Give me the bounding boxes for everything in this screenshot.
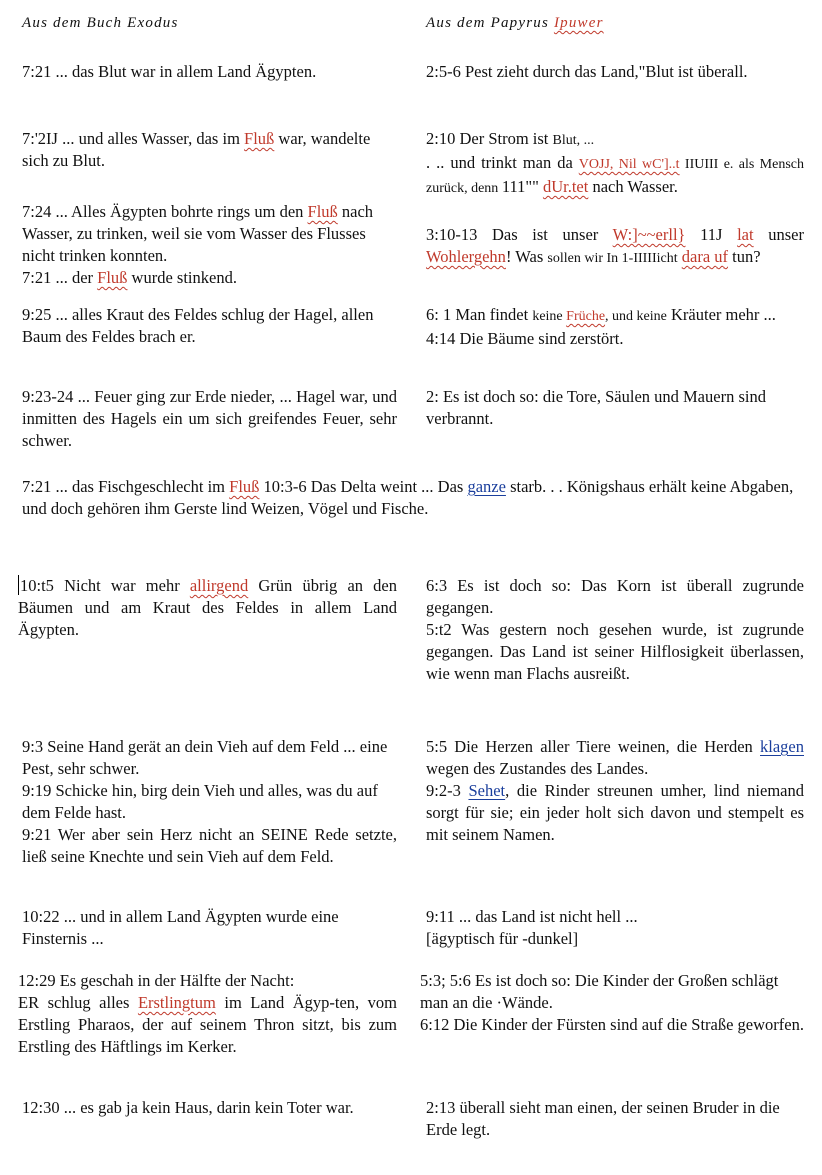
papyrus-passage-5 <box>426 386 804 430</box>
combined-passage <box>22 476 802 520</box>
exodus-passage-8 <box>22 906 397 950</box>
papyrus-verse: 9:2-3 Sehet, die Rinder streunen umher, lind niemand sorgt für sie; ein jeder holt sich davon und stempelt es mit seinem Namen. <box>426 781 804 844</box>
exodus-verse: 10:t5 Nicht war mehr allirgend Grün übrig an den Bäumen und am Kraut des Feldes in allem Land Ägypten. <box>18 576 397 639</box>
header-papyrus <box>426 15 604 32</box>
exodus-verse: 7:24 ... Alles Ägypten bohrte rings um den Fluß nach Wasser, zu trinken, weil sie vom Wasser des Flusses nicht trinken konnten. <box>22 202 374 265</box>
exodus-verse: ER schlug alles Erstlingtum im Land Ägyp-ten, vom Erstling Pharaos, der auf seinem Thron sitzt, bis zum Erstling des Häftlings im Kerker. <box>18 993 397 1056</box>
papyrus-verse: 9:11 ... das Land ist nicht hell ... <box>426 907 638 926</box>
exodus-passage-9 <box>18 970 397 1058</box>
exodus-verse: 9:25 ... alles Kraut des Feldes schlug der Hagel, allen Baum des Feldes brach er. <box>22 305 374 346</box>
exodus-verse: 12:30 ... es gab ja kein Haus, darin kein Toter war. <box>22 1098 354 1117</box>
header-papyrus-name: Ipuwer <box>553 15 604 31</box>
text-cursor <box>18 575 19 595</box>
exodus-verse: 9:21 Wer aber sein Herz nicht an SEINE Rede setzte, ließ seine Knechte und sein Vieh auf dem Feld. <box>22 825 397 866</box>
header-exodus: Aus dem Buch Exodus <box>22 15 179 31</box>
header-papyrus-prefix: Aus dem Papyrus <box>426 15 554 31</box>
exodus-passage-1 <box>22 61 397 83</box>
papyrus-verse: 6:12 Die Kinder der Fürsten sind auf die Straße geworfen. <box>420 1015 804 1034</box>
exodus-verse: 9:23-24 ... Feuer ging zur Erde nieder, ... Hagel war, und inmitten des Hagels ein um sich greifendes Feuer, sehr schwer. <box>22 387 397 450</box>
papyrus-verse: . .. und trinkt man da VOJJ, Nil wC']..t IIUIII e. als Mensch zurück, denn 111"" dUr.tet nach Wasser. <box>426 153 805 196</box>
papyrus-verse: 2: Es ist doch so: die Tore, Säulen und Mauern sind verbrannt. <box>426 387 766 428</box>
exodus-verse: 9:19 Schicke hin, birg dein Vieh und alles, was du auf dem Felde hast. <box>22 781 378 822</box>
exodus-verse: 10:22 ... und in allem Land Ägypten wurde eine Finsternis ... <box>22 907 339 948</box>
papyrus-passage-7 <box>426 736 804 846</box>
papyrus-passage-1 <box>426 61 804 83</box>
papyrus-passage-4 <box>426 304 804 350</box>
papyrus-verse: [ägyptisch für -dunkel] <box>426 929 579 948</box>
exodus-passage-2 <box>22 128 397 172</box>
papyrus-verse: 6:3 Es ist doch so: Das Korn ist überall zugrunde gegangen. <box>426 576 804 617</box>
papyrus-passage-3 <box>426 224 804 270</box>
exodus-verse: 7:21 ... der Fluß wurde stinkend. <box>22 268 237 287</box>
exodus-passage-7 <box>22 736 397 868</box>
exodus-verse: 12:29 Es geschah in der Hälfte der Nacht: <box>18 971 295 990</box>
combined-verse: 7:21 ... das Fischgeschlecht im Fluß 10:3-6 Das Delta weint ... Das ganze starb. . . Königshaus erhält keine Abgaben, und doch gehören ihm Gerste lind Weizen, Vögel und Fische. <box>22 477 794 518</box>
papyrus-verse: 3:10-13 Das ist unser W:]~~erll} 11J lat unser Wohlergehn! Was sollen wir In 1-IIIIIicht dara uf tun? <box>426 225 804 266</box>
exodus-passage-3 <box>22 201 397 289</box>
papyrus-passage-8 <box>426 906 804 950</box>
exodus-passage-10 <box>22 1097 397 1119</box>
exodus-verse: 7:'2IJ ... und alles Wasser, das im Fluß war, wandelte sich zu Blut. <box>22 129 371 170</box>
papyrus-verse: 5:3; 5:6 Es ist doch so: Die Kinder der Großen schlägt man an die ·Wände. <box>420 971 779 1012</box>
papyrus-verse: 5:5 Die Herzen aller Tiere weinen, die Herden klagen wegen des Zustandes des Landes. <box>426 737 804 778</box>
exodus-verse: 9:3 Seine Hand gerät an dein Vieh auf dem Feld ... eine Pest, sehr schwer. <box>22 737 388 778</box>
papyrus-verse: 4:14 Die Bäume sind zerstört. <box>426 329 624 348</box>
papyrus-passage-2 <box>426 128 804 200</box>
papyrus-verse: 5:t2 Was gestern noch gesehen wurde, ist zugrunde gegangen. Das Land ist seiner Hilflosigkeit überlassen, wie wenn man Flachs ausreißt. <box>426 620 804 683</box>
exodus-passage-4 <box>22 304 397 348</box>
papyrus-passage-10 <box>426 1097 804 1141</box>
papyrus-verse: 2:10 Der Strom ist Blut, ... <box>426 129 595 148</box>
exodus-verse: 7:21 ... das Blut war in allem Land Ägypten. <box>22 62 317 81</box>
papyrus-passage-6 <box>426 575 804 685</box>
exodus-passage-6 <box>18 575 397 641</box>
papyrus-verse: 2:13 überall sieht man einen, der seinen Bruder in die Erde legt. <box>426 1098 780 1139</box>
exodus-passage-5 <box>22 386 397 452</box>
papyrus-verse: 6: 1 Man findet keine Früche, und keine Kräuter mehr ... <box>426 305 776 324</box>
papyrus-passage-9 <box>420 970 804 1036</box>
papyrus-verse: 2:5-6 Pest zieht durch das Land,"Blut ist überall. <box>426 62 748 81</box>
